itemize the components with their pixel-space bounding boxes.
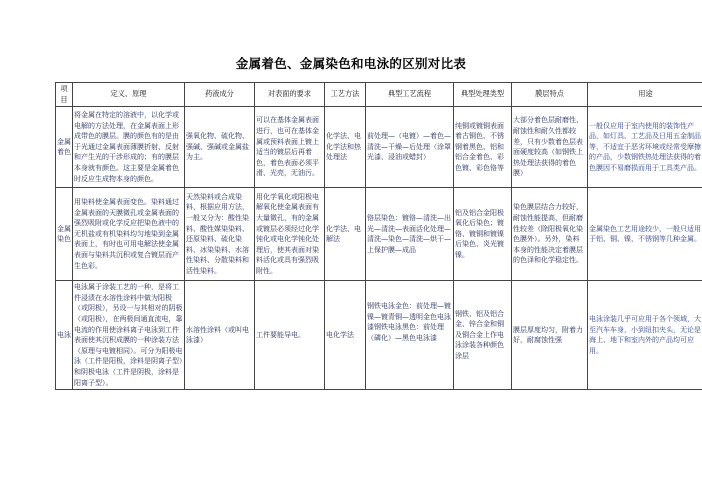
method-cell: 电化学法 [325,281,366,390]
use-cell: 一般仅应用于室内使用的装饰性产品，如灯具、工艺品及日用五金制品等，不适宜于恶劣环境或经常受摩擦的产品，少数钢铁热处理法获得的着色膜因不易磨损而用于工具类产品。 [588,107,702,188]
surface-cell: 可以在基体金属表面进行，也可在基体金属或预料表面上镀上适当的镀层后再着色，着色表面必须平滑、光亮，无油污。 [255,107,325,188]
project-cell: 电泳 [56,281,73,390]
project-cell: 金属着色 [56,107,73,188]
types-cell: 铝及铝合金阳极氧化后染色；镀铬、镀铜和镀镍后染色、炎光镀镍。 [454,188,512,281]
table-row-coloring [56,107,702,188]
page-title: 金属着色、金属染色和电泳的区别对比表 [235,56,467,71]
surface-cell: 用化学氧化或阳极电解氧化使金属表面有大量微孔，有的金属或镀层必须经过化学钝化或电化学钝化处理后，使其表面对染料活化或具有强烈吸附性。 [255,188,325,281]
header-row [56,83,702,107]
method-cell: 化学法、电解法 [325,188,366,281]
table-row-electrophoresis [56,281,702,390]
use-cell: 电泳涂装几乎可应用于各个领域，大至汽车车身，小到纽扣夹头，无论是海上、地下和室内外的产品均可应用。 [588,281,702,390]
header-cell-method: 工艺方法 [325,83,366,107]
solution-cell: 水溶性涂料（或叫电泳漆） [185,281,255,390]
definition-cell: 将金属在特定的溶液中，以化学或电解的方法处理，在金属表面上形成带色的膜层。膜的颜色有的是由于光通过金属表面薄膜折射、反射和产生光的干涉形成的；有的膜层本身就有颜色。这主要是金属着色时反应生成物本身的颜色。 [73,107,185,188]
flow-cell: 钢铁电泳金色：前处理—镀镍—镀青铜—透明金色电泳漆钢铁电泳黑色：前处理（磷化）—黑色电泳漆 [366,281,454,390]
use-cell: 金属染色工艺用途较少，一般只适用于铝、铜、镍、不锈钢等几种金属。 [588,188,702,281]
definition-cell: 用染料使金属表面变色。染料通过金属表面的天膜微孔或金属表面的强烈吸附或化学反应把染色液中的无机盐或有机染料均匀地染到金属表面上，有时也可用电解法使金属表面与染料共沉积或复合镀层而产生色彩。 [73,188,185,281]
header-cell-types: 典型处理类型 [454,83,512,107]
method-cell: 化学法、电化学法和热处理法 [325,107,366,188]
flow-cell: 前处理—（电镀）—着色—清洗—干燥—后处理（涂罩光漆、浸油或蜡封） [366,107,454,188]
types-cell: 钢铁、铝及铝合金、锌合金和铜及铜合金上作电泳涂装各种颜色涂层 [454,281,512,390]
header-cell-use: 用途 [588,83,702,107]
table-row-dyeing [56,188,702,281]
project-cell: 金属染色 [56,188,73,281]
comparison-table [55,82,702,390]
header-cell-features: 膜层特点 [512,83,588,107]
types-cell: 纯铜或镀铜表面着古铜色、不锈钢着黑色、铝和铝合金着色、彩色镀、彩色铬等 [454,107,512,188]
features-cell: 染色膜层结合力较好，耐蚀性能提高，但耐磨性较差（除阳极氧化染色膜外）。另外，染料本身的性能决定着膜层的色泽和化学稳定性。 [512,188,588,281]
features-cell: 膜层厚度均匀，附着力好，耐腐蚀性强 [512,281,588,390]
flow-cell: 铬层染色：镀铬—清洗—出光—清洗—表面活化处理—清洗—染色—清洗—烘干—上保护膜—成品 [366,188,454,281]
header-cell-flow: 典型工艺流程 [366,83,454,107]
solution-cell: 强氧化物、硫化物、强碱、强碱或金属盐为主。 [185,107,255,188]
header-cell-definition: 定义、原理 [73,83,185,107]
solution-cell: 天然染料或合成染料，根据应用方法，一般又分为：酸性染料、酸性媒染染料、还原染料、硫化染料、冰染染料、水溶性染料、分散染料和活性染料。 [185,188,255,281]
definition-cell: 电泳属于涂装工艺的一种，是将工件浸渍在水溶性涂料中做为阳极（或阴极），另设一与其相对的阴极（或阳极），在两极间通直流电，靠电流的作用使涂料离子电泳到工件表面使其沉积成膜的一种涂装方法（原理与电镀相同）。可分为阳极电泳（工件是阳极，涂料是阴离子型）和阴极电泳（工件是阴极，涂料是阳离子型）。 [73,281,185,390]
header-cell-project: 项目 [56,83,73,107]
header-cell-surface: 对表面的要求 [255,83,325,107]
header-cell-solution: 药液成分 [185,83,255,107]
surface-cell: 工件要能导电。 [255,281,325,390]
features-cell: 大部分着色层耐磨性、耐蚀性和耐久性都较差，只有少数着色层表面硬度较高（如钢铁上热处理法获得的着色膜） [512,107,588,188]
